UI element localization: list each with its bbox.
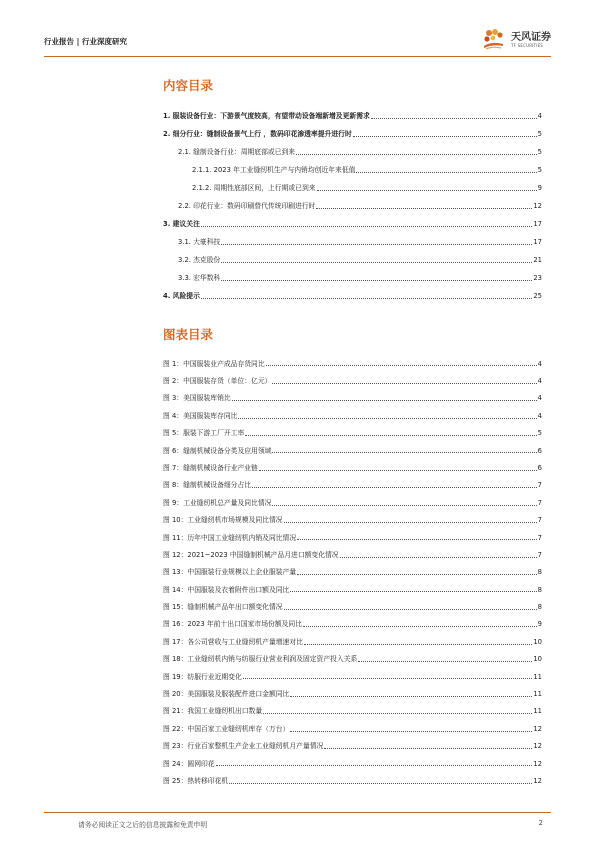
page-number: 2 — [538, 819, 543, 827]
dot-leader — [232, 400, 537, 401]
figure-entry-label: 图 11：历年中国工业缝纫机内销及同比情况 — [163, 533, 297, 542]
figure-entry-label: 图 12：2021~2023 中国缝制机械产品月进口额变化情况 — [163, 550, 339, 559]
toc-entry-page: 5 — [537, 148, 542, 157]
figure-entry-page: 12 — [533, 776, 542, 785]
figure-entry-label: 图 6：缝制机械设备分类及应用领域 — [163, 446, 272, 455]
figure-entry[interactable] — [163, 750, 542, 767]
dot-leader — [356, 172, 536, 173]
figure-entry-page: 9 — [537, 620, 542, 629]
dot-leader — [324, 748, 532, 749]
figure-entry[interactable] — [163, 767, 542, 784]
dot-leader — [316, 208, 532, 209]
toc-entry-page: 21 — [533, 256, 542, 265]
figure-entry-label: 图 4：美国服装库存同比 — [163, 411, 238, 420]
toc-entry-label: 1. 服装设备行业：下游景气度较高，有望带动设备端新增及更新需求 — [163, 112, 370, 121]
toc-entry-page: 23 — [533, 274, 542, 283]
toc-entry-label: 4. 风险提示 — [163, 292, 200, 301]
toc-entry-label: 2.1.2. 周期性底部区间，上行期或已到来 — [192, 184, 316, 193]
figure-entry[interactable] — [163, 680, 542, 697]
figure-entry-label: 图 20：美国服装及服装配件进口金额同比 — [163, 690, 290, 699]
toc-entry[interactable] — [163, 282, 542, 300]
dot-leader — [259, 470, 537, 471]
figure-entry-page: 4 — [537, 359, 542, 368]
figure-entry-page: 8 — [537, 603, 542, 612]
dot-leader — [340, 557, 537, 558]
toc-entry[interactable] — [163, 174, 542, 192]
dot-leader — [317, 190, 537, 191]
figure-entry-label: 图 9：工业缝纫机总产量及同比情况 — [163, 498, 272, 507]
figure-entry-page: 6 — [537, 463, 542, 472]
figure-entry[interactable] — [163, 472, 542, 489]
toc-entry-page: 25 — [533, 292, 542, 301]
figures-list — [163, 350, 542, 785]
figure-entry-label: 图 5：服装下游工厂开工率 — [163, 429, 245, 438]
figure-entry-label: 图 10：工业缝纫机市场规模及同比情况 — [163, 516, 283, 525]
dot-leader — [290, 731, 532, 732]
figure-entry[interactable] — [163, 541, 542, 558]
toc-entry-label: 2. 细分行业：缝制设备景气上行 ，数码印花渗透率提升进行时 — [163, 130, 352, 139]
dot-leader — [252, 487, 537, 488]
figure-entry-page: 5 — [537, 429, 542, 438]
header-divider — [44, 56, 551, 57]
dot-leader — [263, 713, 532, 714]
dot-leader — [243, 678, 533, 679]
dot-leader — [201, 226, 532, 227]
dot-leader — [297, 574, 537, 575]
figure-entry-page: 11 — [533, 707, 542, 716]
figure-entry[interactable] — [163, 437, 542, 454]
figure-entry-label: 图 13：中国服装行业规模以上企业服装产量 — [163, 568, 297, 577]
figure-entry[interactable] — [163, 593, 542, 610]
page-header — [44, 28, 551, 52]
dot-leader — [272, 505, 536, 506]
dot-leader — [221, 244, 532, 245]
dot-leader — [371, 118, 537, 119]
dot-leader — [358, 661, 532, 662]
figure-entry-label: 图 23：行业百家整机生产企业工业缝纫机月产量情况 — [163, 742, 324, 751]
toc-entry-label: 3.2. 杰克股份 — [178, 256, 221, 265]
toc-entry-page: 17 — [533, 220, 542, 229]
figure-entry-label: 图 8：缝制机械设备细分占比 — [163, 481, 252, 490]
dot-leader — [290, 696, 532, 697]
figure-entry-label: 图 22：中国百家工业缝纫机库存（万台） — [163, 724, 290, 733]
dot-leader — [201, 298, 532, 299]
figure-entry[interactable] — [163, 611, 542, 628]
figure-entry-page: 7 — [537, 498, 542, 507]
toc-title: 内容目录 — [163, 78, 214, 93]
toc-entry[interactable] — [163, 210, 542, 228]
company-logo — [481, 28, 551, 52]
toc-entry[interactable] — [163, 246, 542, 264]
toc-entry[interactable] — [163, 228, 542, 246]
figure-entry[interactable] — [163, 715, 542, 732]
dot-leader — [221, 280, 532, 281]
figure-entry[interactable] — [163, 402, 542, 419]
dot-leader — [272, 383, 536, 384]
toc-entry-page: 4 — [537, 112, 542, 121]
toc-entry-page: 9 — [537, 184, 542, 193]
figure-entry-page: 4 — [537, 394, 542, 403]
toc-entry-page: 12 — [533, 202, 542, 211]
figure-entry[interactable] — [163, 420, 542, 437]
dot-leader — [221, 262, 532, 263]
toc-entry-page: 5 — [537, 166, 542, 175]
figure-entry[interactable] — [163, 628, 542, 645]
breadcrumb: 行业报告 | 行业深度研究 — [44, 37, 127, 46]
figure-entry[interactable] — [163, 350, 542, 367]
figure-entry-page: 7 — [537, 533, 542, 542]
dot-leader — [266, 365, 537, 366]
toc-entry[interactable] — [163, 120, 542, 138]
dot-leader — [238, 418, 536, 419]
figure-entry[interactable] — [163, 489, 542, 506]
figure-entry-label: 图 16：2023 年前十出口国家市场份额及同比 — [163, 620, 303, 629]
figure-entry-page: 8 — [537, 585, 542, 594]
logo-chinese-name: 天风证券 — [511, 31, 551, 43]
toc-entry-label: 3.1. 大豪科技 — [178, 238, 221, 247]
figure-entry-label: 图 17：各公司营收与工业缝纫机产量增速对比 — [163, 637, 303, 646]
figure-entry-page: 7 — [537, 481, 542, 490]
flower-logo-icon — [481, 28, 507, 52]
figure-entry-page: 6 — [537, 446, 542, 455]
dot-leader — [297, 539, 537, 540]
toc-entry-label: 3.3. 宏华数科 — [178, 274, 221, 283]
figure-entry-page: 12 — [533, 724, 542, 733]
figure-entry-page: 10 — [533, 637, 542, 646]
figure-entry-page: 12 — [533, 742, 542, 751]
figure-entry-label: 图 18：工业缝纫机内销与纺服行业营业利润及固定资产投入关系 — [163, 655, 358, 664]
figure-entry[interactable] — [163, 698, 542, 715]
figure-entry-label: 图 14：中国服装及衣着附件出口额及同比 — [163, 585, 290, 594]
dot-leader — [245, 435, 536, 436]
dot-leader — [290, 591, 536, 592]
toc-entry[interactable] — [163, 138, 542, 156]
toc-list — [163, 102, 542, 300]
dot-leader — [303, 626, 537, 627]
figure-entry-label: 图 19：纺服行业近期变化 — [163, 672, 242, 681]
figure-entry-page: 7 — [537, 516, 542, 525]
toc-entry-page: 5 — [537, 130, 542, 139]
figure-entry[interactable] — [163, 733, 542, 750]
figure-entry[interactable] — [163, 559, 542, 576]
figure-entry[interactable] — [163, 524, 542, 541]
toc-entry[interactable] — [163, 192, 542, 210]
footer-divider — [44, 812, 551, 813]
toc-entry-page: 17 — [533, 238, 542, 247]
dot-leader — [272, 452, 536, 453]
figure-entry-page: 7 — [537, 550, 542, 559]
figure-entry[interactable] — [163, 367, 542, 384]
toc-entry[interactable] — [163, 102, 542, 120]
toc-entry-label: 2.1. 缝制设备行业：周期底部或已到来 — [178, 148, 296, 157]
dot-leader — [304, 644, 532, 645]
toc-entry-label: 2.1.1. 2023 年工业缝纫机生产与内销均创近年来低值 — [192, 166, 356, 175]
toc-entry-label: 3. 建议关注 — [163, 220, 200, 229]
dot-leader — [284, 522, 537, 523]
figure-entry[interactable] — [163, 454, 542, 471]
figure-entry-label: 图 21：我国工业缝纫机出口数量 — [163, 707, 263, 716]
figure-entry-page: 4 — [537, 376, 542, 385]
figure-entry-page: 10 — [533, 655, 542, 664]
figure-entry-label: 图 24：圆网印花 — [163, 759, 215, 768]
dot-leader — [296, 154, 537, 155]
toc-entry[interactable] — [163, 264, 542, 282]
figure-entry-page: 4 — [537, 411, 542, 420]
figure-entry[interactable] — [163, 385, 542, 402]
figure-entry-page: 11 — [533, 672, 542, 681]
figure-entry-label: 图 7：缝制机械设备行业产业链 — [163, 463, 258, 472]
dot-leader — [353, 136, 537, 137]
footer-disclaimer: 请务必阅读正文之后的信息披露和免责申明 — [78, 821, 208, 829]
figure-entry-label: 图 25：热转移印花机 — [163, 776, 229, 785]
figure-entry[interactable] — [163, 576, 542, 593]
dot-leader — [229, 783, 532, 784]
dot-leader — [216, 765, 533, 766]
logo-english-name: TF SECURITIES — [511, 42, 544, 48]
figure-entry[interactable] — [163, 663, 542, 680]
figure-entry-label: 图 2：中国服装存货（单位：亿元） — [163, 376, 272, 385]
figure-entry[interactable] — [163, 646, 542, 663]
figure-entry-label: 图 1：中国服装业产成品存货同比 — [163, 359, 265, 368]
figure-entry-page: 12 — [533, 759, 542, 768]
figures-title: 图表目录 — [163, 327, 214, 342]
toc-entry-label: 2.2. 印花行业：数码印刷替代传统印刷进行时 — [178, 202, 316, 211]
figure-entry[interactable] — [163, 507, 542, 524]
figure-entry-page: 11 — [533, 690, 542, 699]
figure-entry-label: 图 3：美国服装库销比 — [163, 394, 231, 403]
figure-entry-label: 图 15：缝制机械产品年出口额变化情况 — [163, 603, 283, 612]
dot-leader — [284, 609, 537, 610]
figure-entry-page: 8 — [537, 568, 542, 577]
toc-entry[interactable] — [163, 156, 542, 174]
